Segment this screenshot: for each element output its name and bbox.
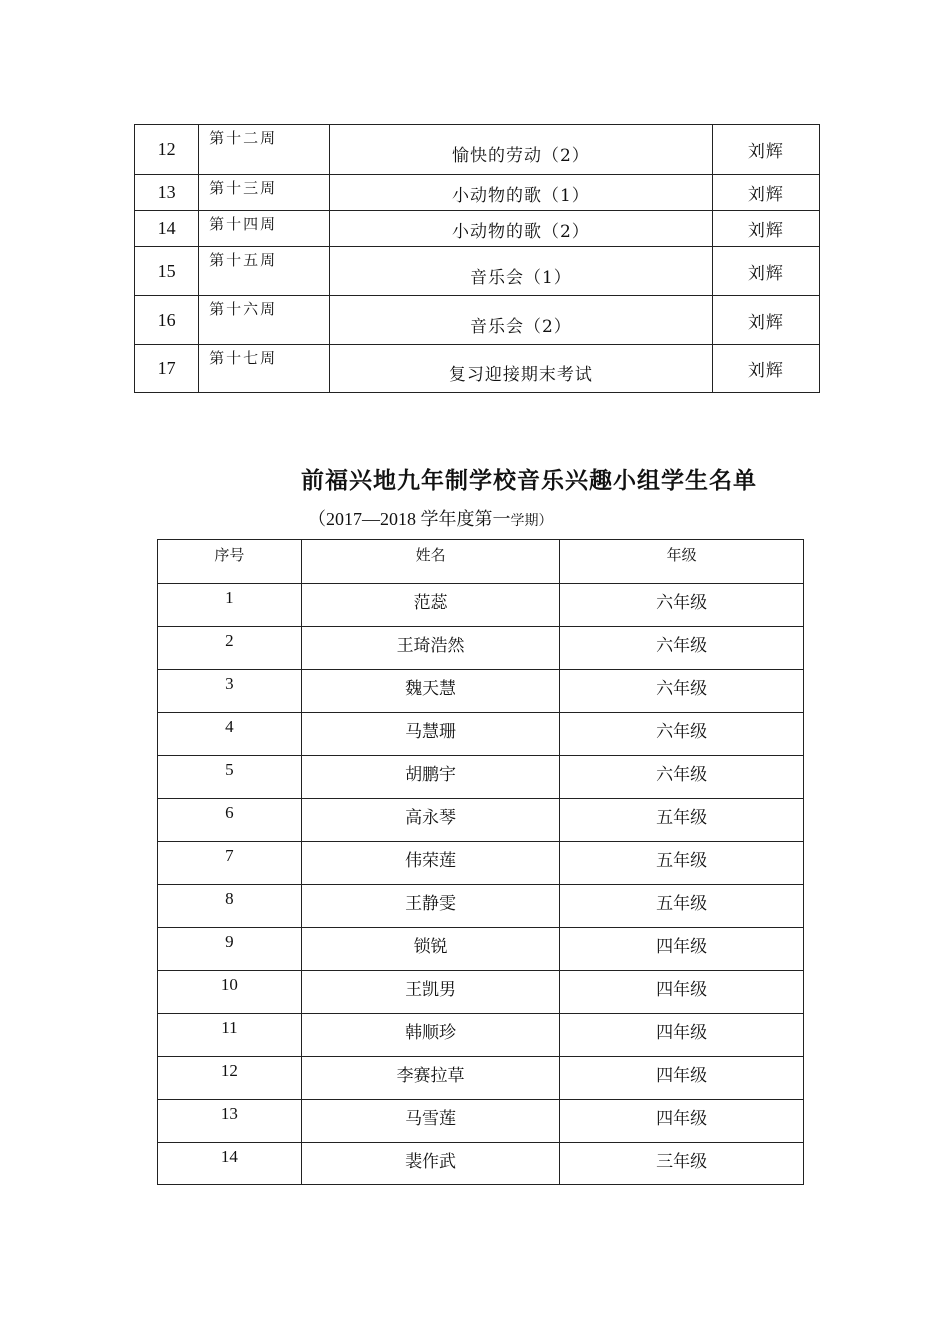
lesson-topic: 复习迎接期末考试 xyxy=(330,345,713,393)
schedule-row xyxy=(135,247,820,296)
teacher-name: 刘辉 xyxy=(712,247,819,296)
schedule-table xyxy=(134,124,820,393)
student-number: 1 xyxy=(158,584,302,627)
lesson-topic: 愉快的劳动（2） xyxy=(330,125,713,175)
lesson-topic: 音乐会（2） xyxy=(330,296,713,345)
student-name: 裴作武 xyxy=(301,1143,560,1185)
student-name: 王琦浩然 xyxy=(301,627,560,670)
student-name: 王凯男 xyxy=(301,971,560,1014)
student-grade: 六年级 xyxy=(560,670,804,713)
header-name: 姓名 xyxy=(301,540,560,584)
subtitle-small: 学期） xyxy=(510,514,553,529)
roster-row xyxy=(158,584,804,627)
student-name: 王静雯 xyxy=(301,885,560,928)
lesson-topic: 音乐会（1） xyxy=(330,247,713,296)
schedule-row xyxy=(135,345,820,393)
schedule-row xyxy=(135,296,820,345)
student-name: 马雪莲 xyxy=(301,1100,560,1143)
teacher-name: 刘辉 xyxy=(712,211,819,247)
week-number: 14 xyxy=(135,211,199,247)
student-name: 李赛拉草 xyxy=(301,1057,560,1100)
roster-row xyxy=(158,885,804,928)
student-grade: 四年级 xyxy=(560,971,804,1014)
roster-title: 前福兴地九年制学校音乐兴趣小组学生名单 xyxy=(301,468,757,494)
student-grade: 三年级 xyxy=(560,1143,804,1185)
schedule-row xyxy=(135,211,820,247)
roster-row xyxy=(158,842,804,885)
roster-row xyxy=(158,1100,804,1143)
lesson-topic: 小动物的歌（2） xyxy=(330,211,713,247)
roster-row xyxy=(158,713,804,756)
student-number: 6 xyxy=(158,799,302,842)
week-number: 17 xyxy=(135,345,199,393)
week-label: 第十六周 xyxy=(199,296,330,345)
student-number: 13 xyxy=(158,1100,302,1143)
student-number: 8 xyxy=(158,885,302,928)
student-grade: 六年级 xyxy=(560,584,804,627)
week-label: 第十七周 xyxy=(199,345,330,393)
week-number: 12 xyxy=(135,125,199,175)
roster-subtitle xyxy=(308,505,553,531)
teacher-name: 刘辉 xyxy=(712,175,819,211)
student-number: 3 xyxy=(158,670,302,713)
subtitle-main: （2017—2018 学年度第一 xyxy=(308,509,511,529)
student-name: 魏天慧 xyxy=(301,670,560,713)
schedule-row xyxy=(135,125,820,175)
student-grade: 六年级 xyxy=(560,713,804,756)
roster-row xyxy=(158,1057,804,1100)
student-grade: 五年级 xyxy=(560,842,804,885)
schedule-row xyxy=(135,175,820,211)
header-number: 序号 xyxy=(158,540,302,584)
student-number: 11 xyxy=(158,1014,302,1057)
student-number: 9 xyxy=(158,928,302,971)
student-name: 马慧珊 xyxy=(301,713,560,756)
student-grade: 六年级 xyxy=(560,627,804,670)
student-name: 韩顺珍 xyxy=(301,1014,560,1057)
teacher-name: 刘辉 xyxy=(712,345,819,393)
header-grade: 年级 xyxy=(560,540,804,584)
roster-table xyxy=(157,539,804,1185)
roster-row xyxy=(158,670,804,713)
student-number: 4 xyxy=(158,713,302,756)
student-number: 7 xyxy=(158,842,302,885)
student-number: 10 xyxy=(158,971,302,1014)
student-grade: 四年级 xyxy=(560,1100,804,1143)
week-number: 16 xyxy=(135,296,199,345)
roster-row xyxy=(158,928,804,971)
student-grade: 四年级 xyxy=(560,928,804,971)
week-label: 第十二周 xyxy=(199,125,330,175)
student-number: 2 xyxy=(158,627,302,670)
roster-body xyxy=(158,584,804,1185)
roster-header-row xyxy=(158,540,804,584)
week-label: 第十五周 xyxy=(199,247,330,296)
student-grade: 四年级 xyxy=(560,1014,804,1057)
week-label: 第十三周 xyxy=(199,175,330,211)
student-name: 范蕊 xyxy=(301,584,560,627)
roster-row xyxy=(158,756,804,799)
lesson-topic: 小动物的歌（1） xyxy=(330,175,713,211)
roster-row xyxy=(158,1014,804,1057)
student-grade: 四年级 xyxy=(560,1057,804,1100)
student-name: 高永琴 xyxy=(301,799,560,842)
week-label: 第十四周 xyxy=(199,211,330,247)
teacher-name: 刘辉 xyxy=(712,296,819,345)
student-name: 锁锐 xyxy=(301,928,560,971)
student-grade: 六年级 xyxy=(560,756,804,799)
week-number: 13 xyxy=(135,175,199,211)
student-number: 5 xyxy=(158,756,302,799)
roster-row xyxy=(158,627,804,670)
roster-row xyxy=(158,971,804,1014)
teacher-name: 刘辉 xyxy=(712,125,819,175)
student-name: 伟荣莲 xyxy=(301,842,560,885)
student-name: 胡鹏宇 xyxy=(301,756,560,799)
week-number: 15 xyxy=(135,247,199,296)
student-number: 14 xyxy=(158,1143,302,1185)
student-grade: 五年级 xyxy=(560,885,804,928)
student-grade: 五年级 xyxy=(560,799,804,842)
roster-row xyxy=(158,799,804,842)
roster-row xyxy=(158,1143,804,1185)
student-number: 12 xyxy=(158,1057,302,1100)
